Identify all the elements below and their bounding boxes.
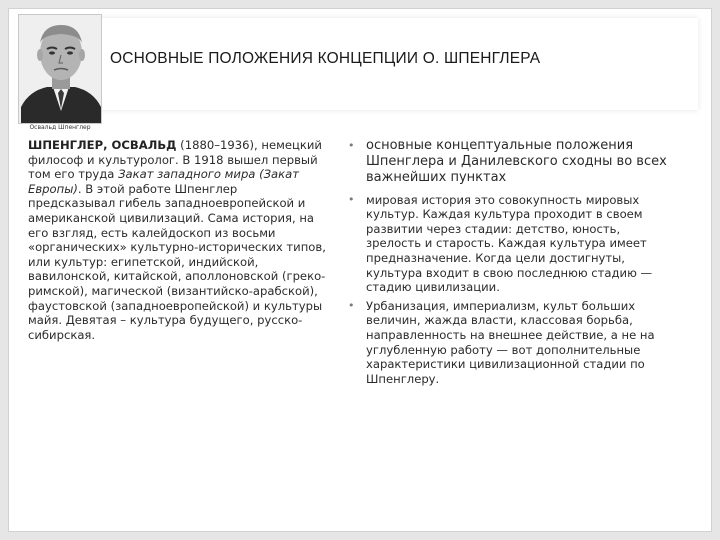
- bullet-text: Урбанизация, империализм, культ больших величин, жажда власти, классовая борьба, направленность на внешнее действие, а не на углубленную работу — вот дополнительные характеристики цивилизационной стадии по Шпенглеру.: [366, 298, 655, 386]
- bullet-icon: •: [348, 139, 355, 152]
- bio-part2: . В этой работе Шпенглер предсказывал гибель западноевропейской и американской цивилизаций. Сама история, на его взгляд, есть калейдоскоп из восьми «органических» культурно-исторических типов, или культур: египетской, индийской, вавилонской, китайской, аполлоновской (греко-римской), магической (византийско-арабской), фаустовской (западноевропейской) и культуры майя. Девятая – культура будущего, русско-сибирская.: [28, 181, 326, 342]
- bullet-icon: •: [348, 192, 355, 206]
- bullet-item: [348, 299, 678, 387]
- bullet-item: [348, 193, 678, 295]
- slide-title: ОСНОВНЫЕ ПОЛОЖЕНИЯ КОНЦЕПЦИИ О. ШПЕНГЛЕРА: [110, 50, 541, 67]
- portrait-illustration: [19, 15, 102, 124]
- bio-book-title: Закат западного мира (Закат Европы): [28, 167, 300, 196]
- bio-name: ШПЕНГЛЕР, ОСВАЛЬД: [28, 138, 177, 152]
- concept-bullet-list: [348, 138, 678, 390]
- bio-part1: (1880–1936), немецкий философ и культуролог. В 1918 вышел первый том его труда: [28, 138, 322, 182]
- portrait-photo: [18, 14, 102, 124]
- bullet-text: основные концептуальные положения Шпенглера и Данилевского сходны во всех важнейших пунктах: [366, 138, 667, 186]
- bullet-item: [348, 138, 678, 187]
- bullet-icon: •: [348, 298, 355, 312]
- bio-text: [28, 138, 328, 342]
- bullet-text: мировая история это совокупность мировых культур. Каждая культура проходит в своем развитии через стадии: детство, юность, зрелость и старость. Каждая культура имеет предназначение. Когда цели достигнуты, культура входит в свою последнюю стадию — стадию цивилизации.: [366, 192, 653, 295]
- portrait-caption: Освальд Шпенглер: [29, 124, 91, 131]
